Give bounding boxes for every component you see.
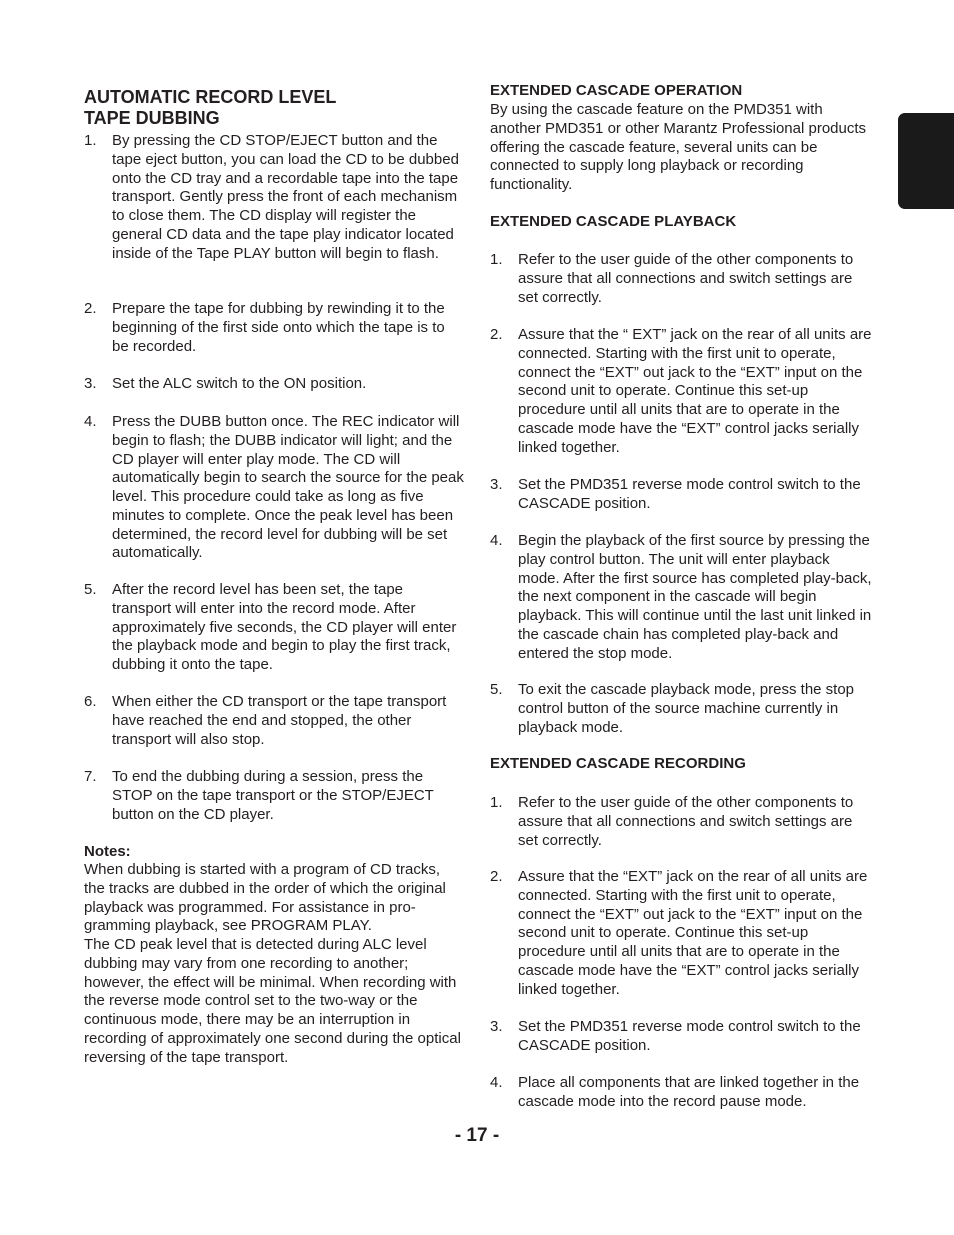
notes-paragraph-1: When dubbing is started with a program of CD tracks, the tracks are dubbed in the order of which the original playback was programmed. For assistance in pro-gramming playback, see PROGRAM PLAY. <box>84 861 446 935</box>
item-text: Set the PMD351 reverse mode control switch to the CASCADE position. <box>518 1018 861 1054</box>
item-number: 1. <box>84 132 97 149</box>
item-number: 4. <box>490 1074 503 1091</box>
item-text: To exit the cascade playback mode, press the stop control button of the source machine currently in playback mode. <box>518 681 855 736</box>
item-text: Set the ALC switch to the ON position. <box>112 375 367 392</box>
item-text: Set the PMD351 reverse mode control switch to the CASCADE position. <box>518 476 861 512</box>
item-text: After the record level has been set, the tape transport will enter into the record mode. After approximately five seconds, the CD player will enter the playback mode and begin to play the first track, dubbing it onto the tape. <box>112 581 457 673</box>
heading-extended-cascade-recording: EXTENDED CASCADE RECORDING <box>490 755 746 772</box>
section-title-automatic-record-level <box>84 87 336 129</box>
item-text: To end the dubbing during a session, press the STOP on the tape transport or the STOP/EJECT button on the CD player. <box>112 768 434 823</box>
item-number: 5. <box>490 681 503 698</box>
operation-paragraph: By using the cascade feature on the PMD351 with another PMD351 or other Marantz Professional products offering the cascade feature, several units can be connected to supply long playback or recording functionality. <box>490 101 867 193</box>
item-text: Press the DUBB button once. The REC indicator will begin to flash; the DUBB indicator will light; and the CD player will enter play mode. The CD will automatically begin to search the source for the peak level. This procedure could take as long as five minutes to complete. Once the peak level has been determined, the record level for dubbing will be set automatically. <box>112 413 464 562</box>
item-number: 4. <box>84 413 97 430</box>
item-number: 3. <box>84 375 97 392</box>
title-line-1: AUTOMATIC RECORD LEVEL <box>84 87 337 107</box>
item-text: Prepare the tape for dubbing by rewinding it to the beginning of the first side onto which the tape is to be recorded. <box>112 300 445 355</box>
item-text: Refer to the user guide of the other components to assure that all connections and switch settings are set correctly. <box>518 251 854 306</box>
item-number: 4. <box>490 532 503 549</box>
item-number: 1. <box>490 251 503 268</box>
item-text: Begin the playback of the first source by pressing the play control button. The unit will enter playback mode. After the first source has completed play-back, the next component in the cascade will begin playback. This will continue until the last unit linked in the cascade chain has completed play-back and entered the stop mode. <box>518 532 872 662</box>
notes-paragraph-2: The CD peak level that is detected during ALC level dubbing may vary from one recording to another; however, the effect will be minimal. When recording with the reverse mode control set to the two-way or the continuous mode, there may be an interruption in recording of approximately one second during the optical reversing of the tape transport. <box>84 936 461 1066</box>
item-text: When either the CD transport or the tape transport have reached the end and stopped, the other transport will also stop. <box>112 693 447 748</box>
title-line-2: TAPE DUBBING <box>84 108 220 128</box>
item-number: 3. <box>490 1018 503 1035</box>
item-number: 1. <box>490 794 503 811</box>
item-text: Assure that the “EXT” jack on the rear of all units are connected. Starting with the first unit to operate, connect the “EXT” out jack to the “EXT” input on the second unit to operate. Continue this set-up procedure until all units that are to operate in the cascade mode have the “EXT” control jacks serially linked together. <box>518 868 868 998</box>
item-number: 7. <box>84 768 97 785</box>
page-number: - 17 - <box>454 1125 500 1146</box>
notes-heading: Notes: <box>84 843 131 860</box>
item-number: 2. <box>490 868 503 885</box>
item-number: 3. <box>490 476 503 493</box>
item-text: Place all components that are linked together in the cascade mode into the record pause mode. <box>518 1074 860 1110</box>
item-number: 2. <box>490 326 503 343</box>
item-number: 6. <box>84 693 97 710</box>
item-number: 2. <box>84 300 97 317</box>
item-number: 5. <box>84 581 97 598</box>
heading-extended-cascade-operation: EXTENDED CASCADE OPERATION <box>490 82 743 99</box>
item-text: Assure that the “ EXT” jack on the rear of all units are connected. Starting with the first unit to operate, connect the “EXT” out jack to the “EXT” input on the second unit to operate. Continue this set-up procedure until all units that are to operate in the cascade mode have the “EXT” control jacks serially linked together. <box>518 326 872 456</box>
item-text: Refer to the user guide of the other components to assure that all connections and switch settings are set correctly. <box>518 794 854 849</box>
section-tab <box>898 113 954 209</box>
item-text: By pressing the CD STOP/EJECT button and the tape eject button, you can load the CD to be dubbed onto the CD tray and a recordable tape into the tape transport. Gently press the front of each mechanism to close them. The CD display will register the general CD data and the tape play indicator located inside of the Tape PLAY button will begin to flash. <box>112 132 459 262</box>
heading-extended-cascade-playback: EXTENDED CASCADE PLAYBACK <box>490 213 737 230</box>
